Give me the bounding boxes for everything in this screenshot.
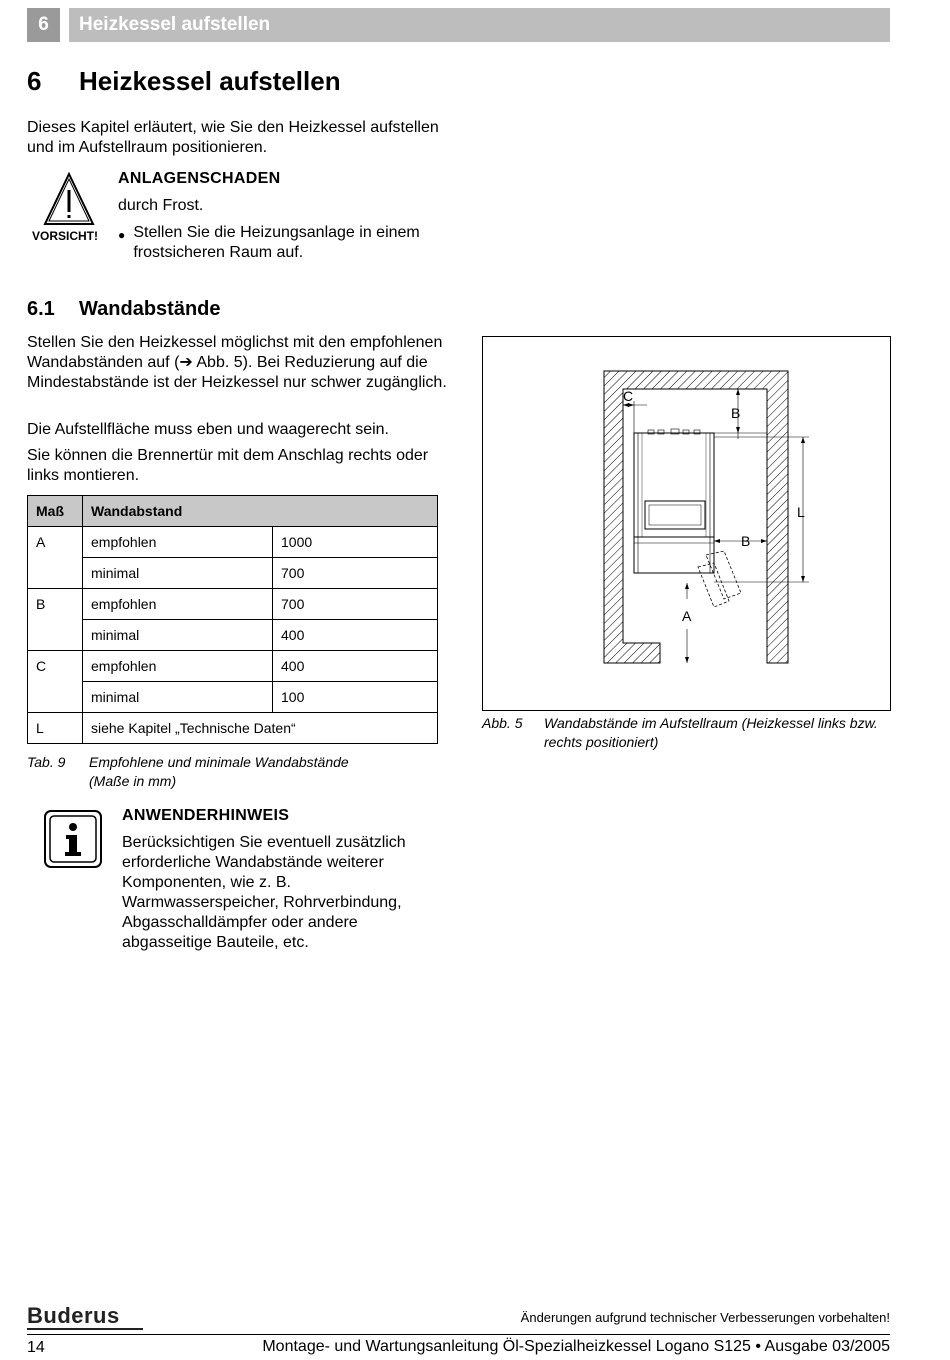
figure-caption [482, 714, 882, 752]
warning-subtitle: durch Frost. [118, 197, 204, 214]
footer-divider [27, 1334, 890, 1335]
info-icon [44, 810, 102, 868]
table-cell-value: 1000 [273, 527, 438, 558]
table-cell-value: 100 [273, 682, 438, 713]
table-cell-mass: L [28, 713, 83, 744]
table-cell-mass [28, 682, 83, 713]
table-cell-value: 700 [273, 558, 438, 589]
label-b-side: B [741, 533, 751, 549]
dimension-l [714, 437, 809, 582]
figure-caption-text: Wandabstände im Aufstellraum (Heizkessel links bzw. rechts positioniert) [544, 715, 878, 750]
table-cell-mass: B [28, 589, 83, 620]
header-chapter-number: 6 [27, 8, 60, 42]
section-number: 6.1 [27, 298, 55, 320]
table-row [28, 527, 438, 558]
table-cell-mass: C [28, 651, 83, 682]
table-cell-type: minimal [83, 558, 273, 589]
figure-caption-number: Abb. 5 [482, 715, 523, 731]
bullet-icon: ● [118, 228, 126, 242]
table-cell-value: 700 [273, 589, 438, 620]
table-cell-type: empfohlen [83, 527, 273, 558]
table-caption [27, 753, 379, 791]
intro-text: Dieses Kapitel erläutert, wie Sie den Heizkessel aufstellen und im Aufstellraum positionieren. [27, 119, 439, 156]
table-row [28, 713, 438, 744]
warning-label: VORSICHT! [32, 229, 98, 243]
table-row [28, 620, 438, 651]
dimension-c [623, 401, 647, 433]
section-paragraph-3: Sie können die Brennertür mit dem Anschlag rechts oder links montieren. [27, 447, 429, 484]
label-a: A [682, 608, 692, 624]
footer-document-title: Montage- und Wartungsanleitung Öl-Spezialheizkessel Logano S125 • Ausgabe 03/2005 [262, 1338, 890, 1355]
label-l: L [797, 504, 805, 520]
page-title [27, 66, 341, 97]
table-cell-type: empfohlen [83, 651, 273, 682]
buderus-logo: Buderus [27, 1303, 120, 1328]
hint-text: Berücksichtigen Sie eventuell zusätzlich erforderliche Wandabstände weiterer Komponenten, wie z. B. Warmwasserspeicher, Rohrverbindung, Abgasschalldämpfer oder andere abgasseitige Bauteile, etc. [122, 834, 406, 951]
section-title: Wandabstände [79, 298, 221, 320]
footer-disclaimer: Änderungen aufgrund technischer Verbesserungen vorbehalten! [520, 1310, 890, 1325]
table-header-wandabstand: Wandabstand [83, 496, 438, 527]
table-header-row [28, 496, 438, 527]
table-header-mass: Maß [28, 496, 83, 527]
table-cell-value: 400 [273, 651, 438, 682]
table-cell-type: siehe Kapitel „Technische Daten“ [83, 713, 438, 744]
page-title-number: 6 [27, 66, 42, 96]
label-c: C [623, 388, 634, 404]
logo-underline [27, 1328, 143, 1330]
table-cell-type: minimal [83, 620, 273, 651]
table-cell-mass [28, 558, 83, 589]
warning-triangle-icon [43, 172, 95, 228]
boiler-drawing [634, 429, 741, 607]
page-number: 14 [27, 1339, 45, 1356]
wall-distance-diagram [483, 337, 890, 710]
table-cell-mass: A [28, 527, 83, 558]
figure-box [482, 336, 891, 711]
section-paragraph-1: Stellen Sie den Heizkessel möglichst mit den empfohlenen Wandabständen auf (➔ Abb. 5). Bei Reduzierung auf die Mindestabstände ist der Heizkessel nur schwer zugänglich. [27, 334, 447, 391]
table-row [28, 589, 438, 620]
header-chapter-title: Heizkessel aufstellen [69, 8, 890, 42]
table-cell-mass [28, 620, 83, 651]
hint-title: ANWENDERHINWEIS [122, 807, 290, 824]
table-cell-value: 400 [273, 620, 438, 651]
table-row [28, 558, 438, 589]
warning-title: ANLAGENSCHADEN [118, 170, 281, 187]
warning-bullet [118, 223, 428, 263]
label-b-top: B [731, 405, 741, 421]
wall-distance-table [27, 495, 438, 744]
table-cell-type: minimal [83, 682, 273, 713]
page-title-text: Heizkessel aufstellen [79, 66, 341, 96]
section-paragraph-2: Die Aufstellfläche muss eben und waagerecht sein. [27, 421, 389, 438]
table-caption-text: Empfohlene und minimale Wandabstände (Maße in mm) [89, 754, 349, 789]
dimension-b-top [714, 389, 767, 439]
section-heading [27, 298, 221, 321]
table-caption-number: Tab. 9 [27, 754, 66, 770]
warning-bullet-text: Stellen Sie die Heizungsanlage in einem frostsicheren Raum auf. [133, 224, 420, 261]
table-row [28, 651, 438, 682]
table-row [28, 682, 438, 713]
table-cell-type: empfohlen [83, 589, 273, 620]
